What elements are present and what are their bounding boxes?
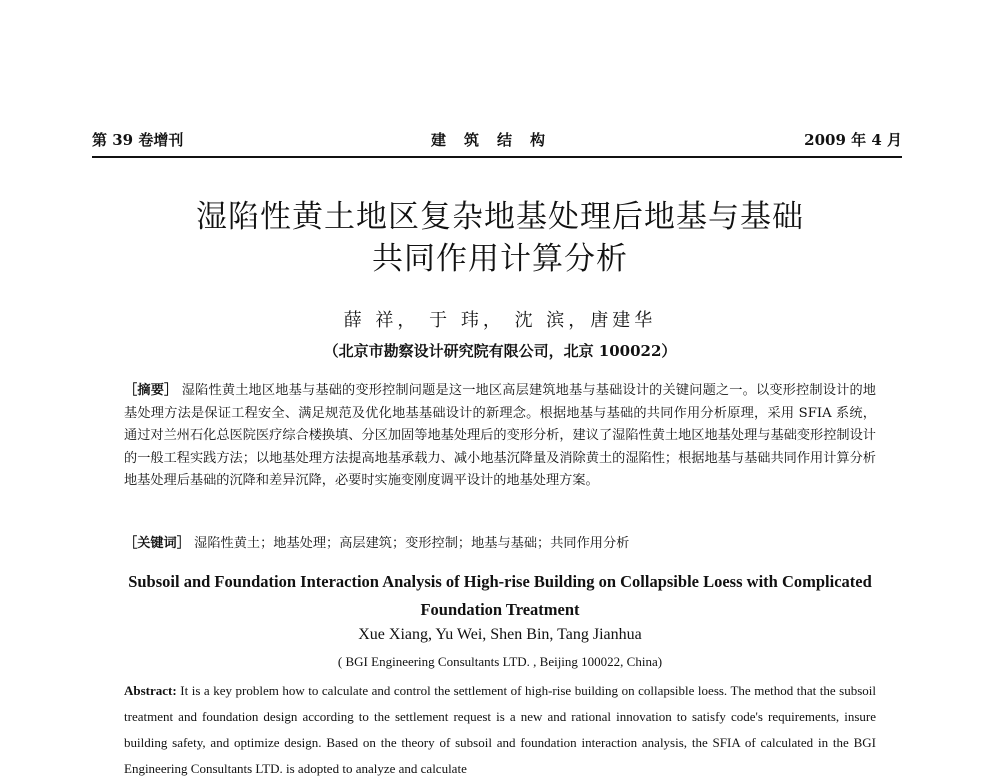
journal-header (92, 128, 902, 158)
abstract-en (124, 678, 876, 776)
abstract-en-text: It is a key problem how to calculate and control the settlement of high-rise building on collapsible loess. The method that the subsoil treatment and foundation design according to the settlement request is a new and rational innovation to satisfy code's requirements, insure building safety, and optimize design. Based on the theory of subsoil and foundation interaction analysis, the SFIA of calculated in the BGI Engineering Consultants LTD. is adopted to analyze and calculate (124, 683, 876, 776)
journal-volume: 第 39 卷增刊 (92, 131, 184, 149)
affiliation-en: ( BGI Engineering Consultants LTD. , Beijing 100022, China) (337, 654, 663, 669)
authors-en: Xue Xiang, Yu Wei, Shen Bin, Tang Jianhua (358, 626, 642, 643)
journal-name: 建筑结构 (430, 131, 563, 149)
keywords-cn (124, 532, 876, 551)
authors-cn: 薛 祥， 于 玮， 沈 滨，唐建华 (343, 310, 657, 331)
abstract-cn-label: ［摘要］ (124, 383, 178, 398)
abstract-cn-text: 湿陷性黄土地区地基与基础的变形控制问题是这一地区高层建筑地基与基础设计的关键问题之一。以变形控制设计的地基处理方法是保证工程安全、满足规范及优化地基基础设计的新理念。根据地基与基础的共同作用分析原理，采用 SFIA 系统，通过对兰州石化总医院医疗综合楼换填、分区加固等地基处理后的变形分析，建议了湿陷性黄土地区地基处理与基础变形控制设计的一般工程实践方法；以地基处理方法提高地基承载力、减小地基沉降量及消除黄土的湿陷性；根据地基与基础共同作用计算分析地基处理后基础的沉降和差异沉降，必要时实施变刚度调平设计的地基处理方案。 (124, 383, 876, 489)
title-cn-line1: 湿陷性黄土地区复杂地基处理后地基与基础 (196, 199, 804, 235)
abstract-cn (124, 380, 876, 493)
journal-date: 2009 年 4 月 (804, 131, 902, 149)
title-en: Subsoil and Foundation Interaction Analysis of High-rise Building on Collapsible Loess with Complicated Foundation Treatment (128, 572, 872, 619)
title-cn-line2: 共同作用计算分析 (372, 241, 628, 277)
affiliation-cn: （北京市勘察设计研究院有限公司，北京 100022） (323, 342, 677, 360)
keywords-cn-label: ［关键词］ (124, 536, 190, 551)
abstract-en-label: Abstract: (124, 683, 177, 698)
keywords-cn-text: 湿陷性黄土；地基处理；高层建筑；变形控制；地基与基础；共同作用分析 (194, 536, 630, 551)
